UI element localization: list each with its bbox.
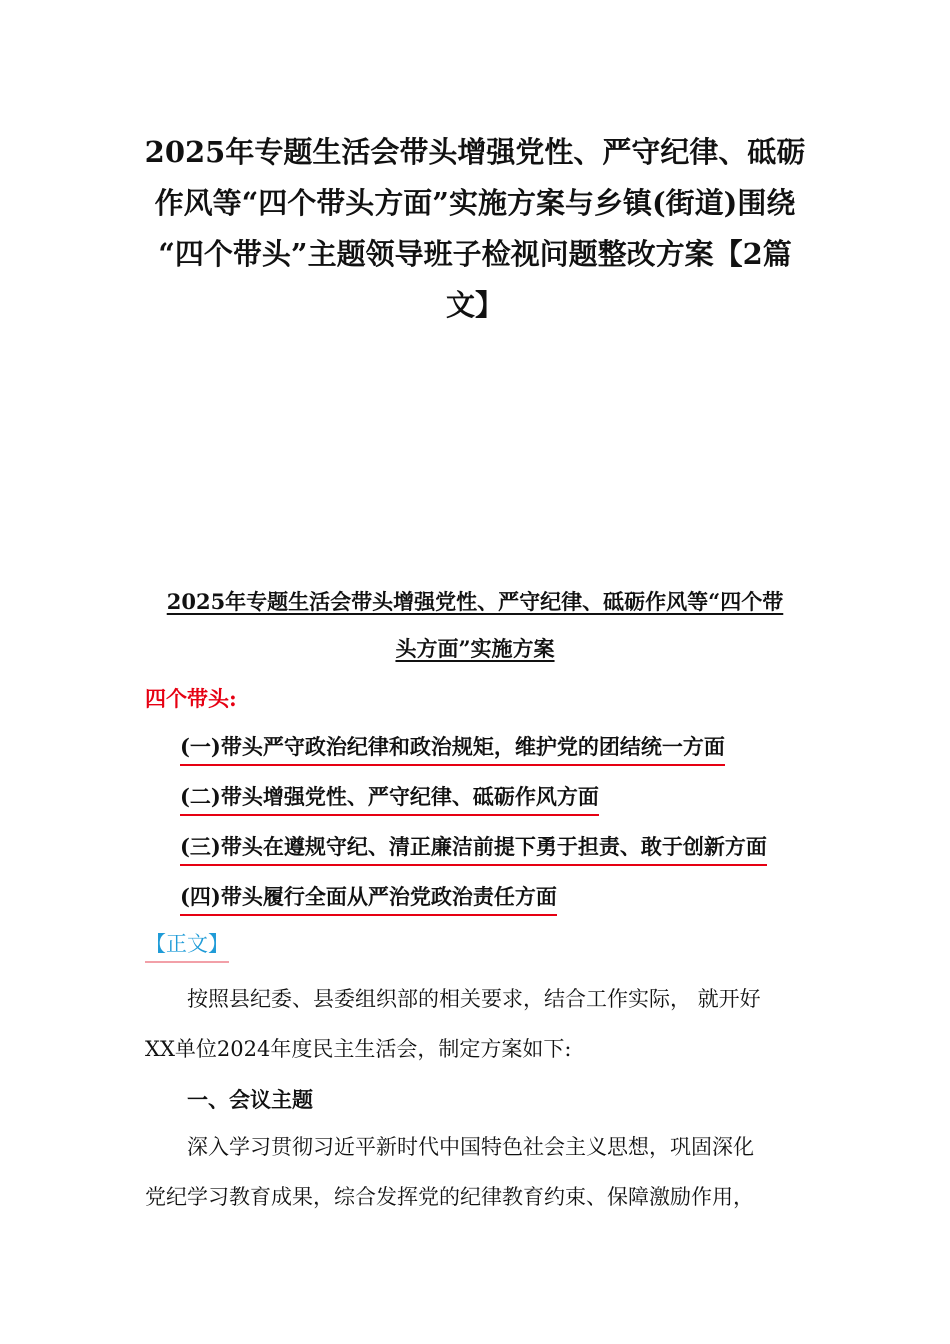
title-line: 文】	[445, 288, 504, 322]
paragraph-line: 按照县纪委、县委组织部的相关要求，结合工作实际， 就开好	[187, 987, 761, 1011]
section-title	[140, 578, 810, 672]
four-leads-label: 四个带头:	[145, 686, 237, 711]
lead-item: (四)带头履行全面从严治党政治责任方面	[180, 883, 557, 916]
title-line: 2025年专题生活会带头增强党性、严守纪律、砥砺	[144, 135, 806, 169]
body-tag: 【正文】	[145, 930, 229, 963]
paragraph-line: XX单位2024年度民主生活会，制定方案如下:	[145, 1037, 572, 1061]
title-line: 作风等“四个带头方面”实施方案与乡镇(街道)围绕	[154, 186, 796, 220]
lead-item: (一)带头严守政治纪律和政治规矩，维护党的团结统一方面	[180, 733, 725, 766]
lead-item: (二)带头增强党性、严守纪律、砥砺作风方面	[180, 783, 599, 816]
section-title-line: 2025年专题生活会带头增强党性、严守纪律、砥砺作风等“四个带	[166, 589, 784, 614]
title-line: “四个带头”主题领导班子检视问题整改方案【2篇	[158, 237, 792, 271]
paragraph-line: 深入学习贯彻习近平新时代中国特色社会主义思想，巩固深化	[187, 1135, 754, 1159]
document-title	[140, 127, 810, 331]
section-heading: 一、会议主题	[187, 1087, 313, 1112]
intro-paragraph	[145, 974, 810, 1074]
section-paragraph	[145, 1122, 810, 1222]
section-title-line: 头方面”实施方案	[395, 636, 555, 661]
lead-item: (三)带头在遵规守纪、清正廉洁前提下勇于担责、敢于创新方面	[180, 833, 767, 866]
paragraph-line: 党纪学习教育成果，综合发挥党的纪律教育约束、保障激励作用，	[145, 1185, 754, 1209]
